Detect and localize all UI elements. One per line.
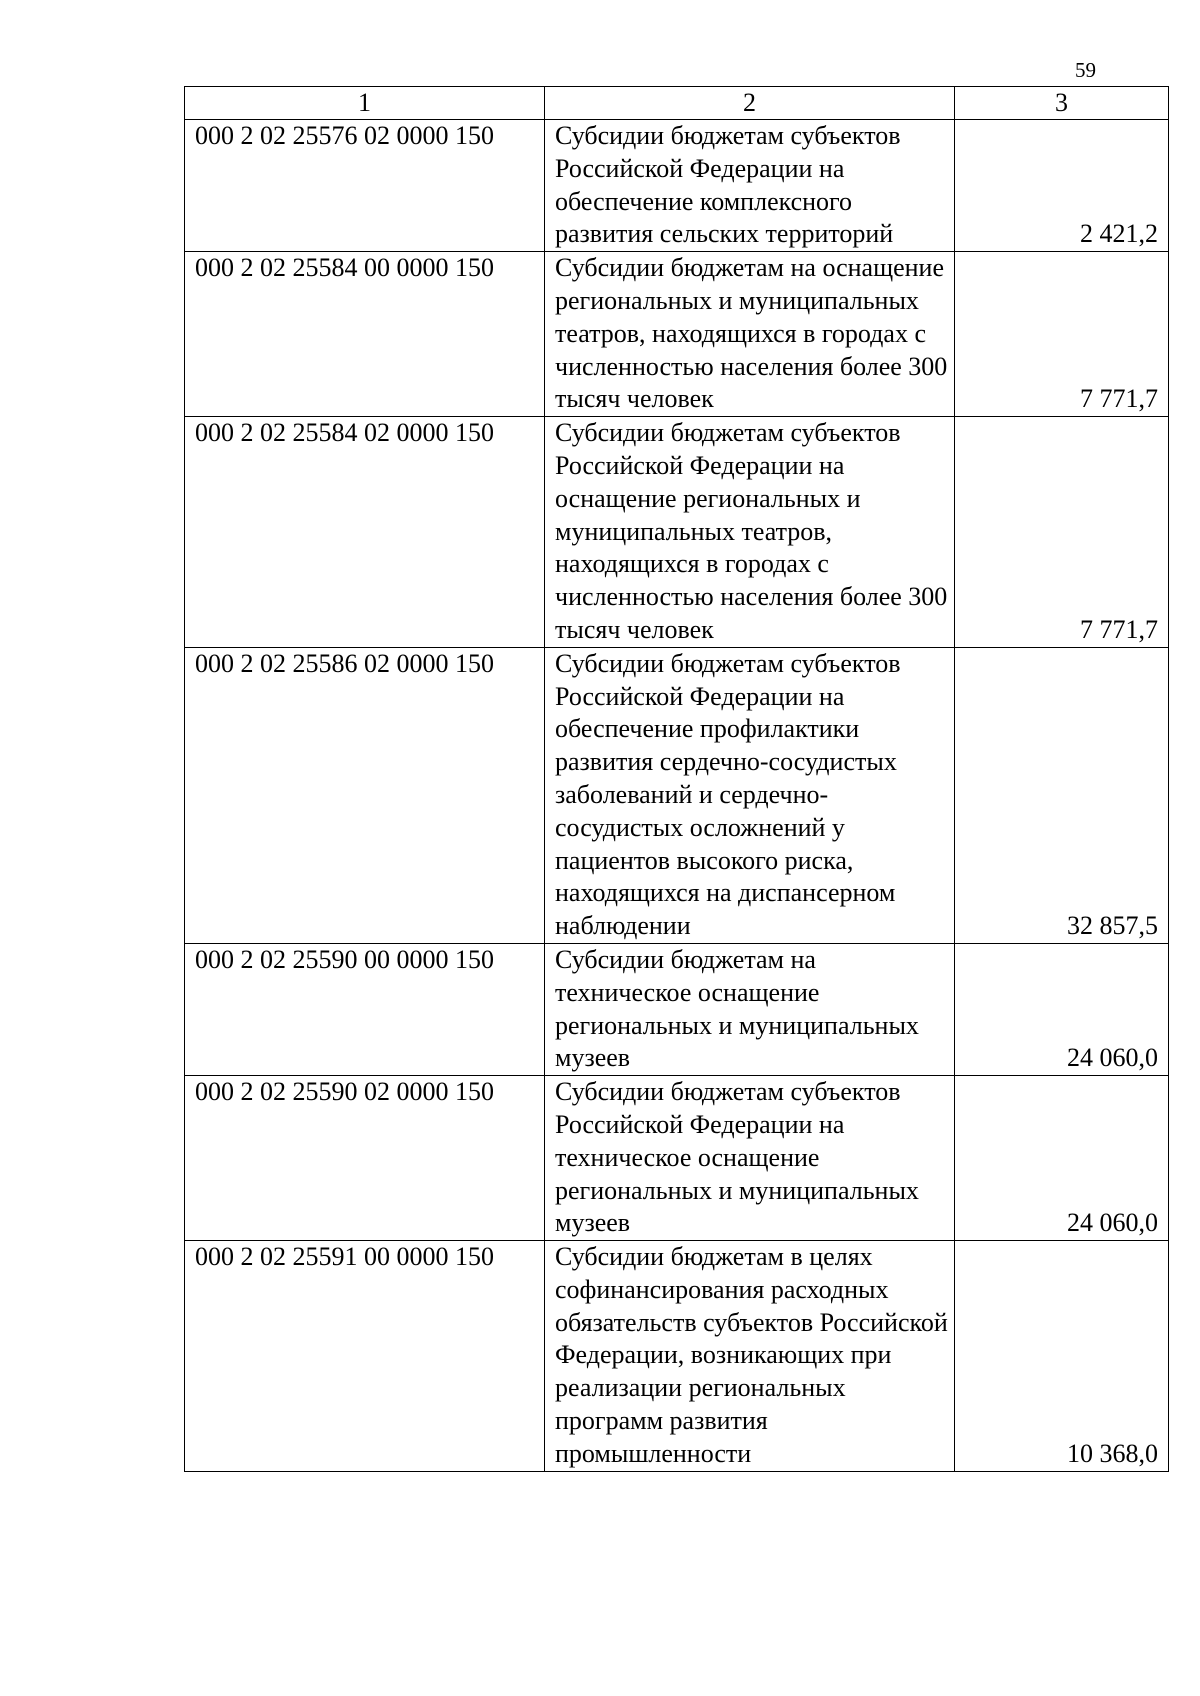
row-code: 000 2 02 25584 00 0000 150: [185, 252, 545, 417]
row-sum: 7 771,7: [955, 252, 1169, 417]
row-sum: 24 060,0: [955, 943, 1169, 1075]
table-row: [185, 417, 1169, 648]
row-code: 000 2 02 25584 02 0000 150: [185, 417, 545, 648]
row-name: Субсидии бюджетам субъектов Российской Федерации на обеспечение профилактики развития сердечно-сосудистых заболеваний и сердечно-сосудистых осложнений у пациентов высокого риска, находящихся на диспансерном наблюдении: [545, 647, 955, 943]
budget-table: [184, 86, 1169, 1472]
row-sum: 2 421,2: [955, 120, 1169, 252]
row-name: Субсидии бюджетам на оснащение региональных и муниципальных театров, находящихся в городах с численностью населения более 300 тысяч человек: [545, 252, 955, 417]
page-number: 59: [1075, 58, 1096, 82]
table-header-row: [185, 87, 1169, 120]
table-row: [185, 1241, 1169, 1472]
row-sum: 7 771,7: [955, 417, 1169, 648]
row-code: 000 2 02 25586 02 0000 150: [185, 647, 545, 943]
row-name: Субсидии бюджетам субъектов Российской Федерации на оснащение региональных и муниципальных театров, находящихся в городах с численностью населения более 300 тысяч человек: [545, 417, 955, 648]
table-row: [185, 1076, 1169, 1241]
row-name: Субсидии бюджетам субъектов Российской Федерации на техническое оснащение региональных и муниципальных музеев: [545, 1076, 955, 1241]
row-sum: 24 060,0: [955, 1076, 1169, 1241]
row-name: Субсидии бюджетам в целях софинансирования расходных обязательств субъектов Российской Федерации, возникающих при реализации региональных программ развития промышленности: [545, 1241, 955, 1472]
column-header-name: 2: [545, 87, 955, 120]
row-code: 000 2 02 25576 02 0000 150: [185, 120, 545, 252]
row-code: 000 2 02 25590 02 0000 150: [185, 1076, 545, 1241]
row-code: 000 2 02 25590 00 0000 150: [185, 943, 545, 1075]
row-name: Субсидии бюджетам субъектов Российской Федерации на обеспечение комплексного развития сельских территорий: [545, 120, 955, 252]
column-header-sum: 3: [955, 87, 1169, 120]
table-row: [185, 252, 1169, 417]
column-header-code: 1: [185, 87, 545, 120]
row-sum: 10 368,0: [955, 1241, 1169, 1472]
table-row: [185, 647, 1169, 943]
row-name: Субсидии бюджетам на техническое оснащение региональных и муниципальных музеев: [545, 943, 955, 1075]
row-code: 000 2 02 25591 00 0000 150: [185, 1241, 545, 1472]
table-row: [185, 120, 1169, 252]
table-row: [185, 943, 1169, 1075]
row-sum: 32 857,5: [955, 647, 1169, 943]
